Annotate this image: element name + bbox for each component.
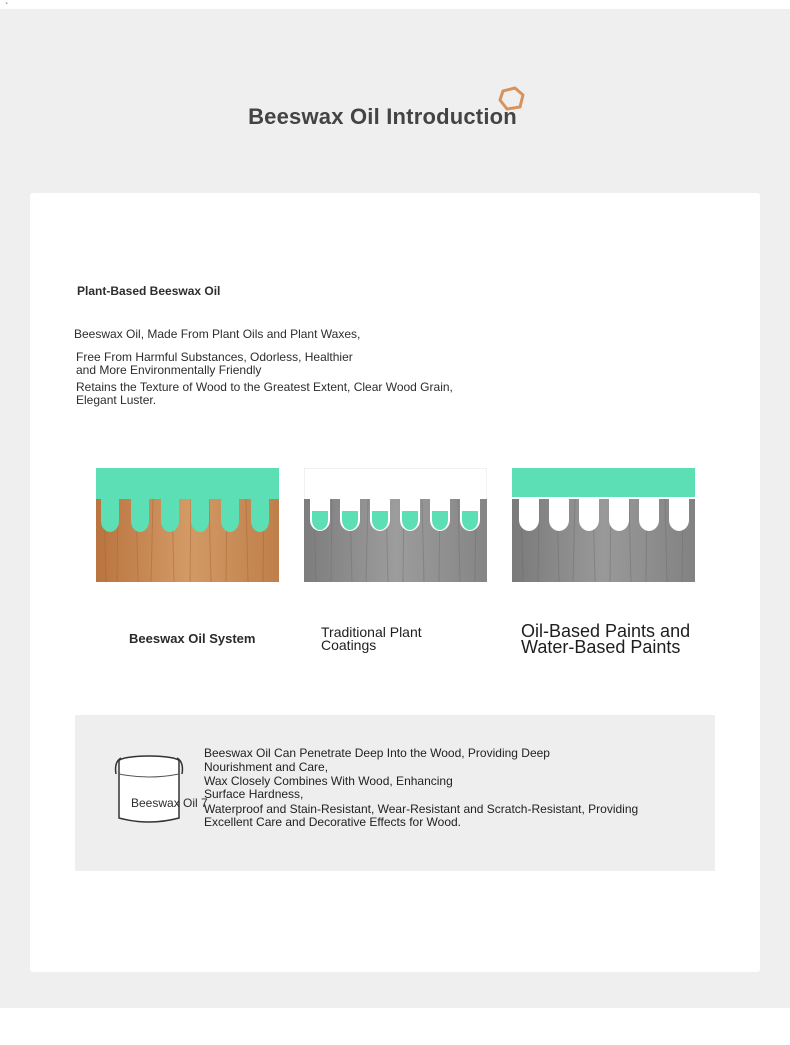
paint-bucket-icon	[111, 752, 187, 826]
plant-coating-diagram	[304, 468, 487, 582]
caption-line: Coatings	[321, 637, 377, 653]
desc-line-1: Beeswax Oil Can Penetrate Deep Into the Wood, Providing Deep	[204, 746, 550, 760]
paint-film-diagram	[512, 468, 695, 582]
desc-line-4: Surface Hardness,	[204, 787, 304, 801]
desc-line-2: Nourishment and Care,	[204, 760, 329, 774]
intro-line-3a: Retains the Texture of Wood to the Greatest Extent, Clear Wood Grain,	[76, 380, 453, 394]
desc-line-5: Waterproof and Stain-Resistant, Wear-Resistant and Scratch-Resistant, Providing	[204, 802, 639, 816]
caption-beeswax-oil-system: Beeswax Oil System	[129, 631, 256, 646]
caption-line: Water-Based Paints	[521, 637, 681, 657]
intro-line-2b: and More Environmentally Friendly	[76, 363, 262, 377]
beeswax-oil-diagram	[96, 468, 279, 582]
caption-traditional-plant-coatings	[321, 626, 422, 652]
copper-ring-icon	[497, 86, 525, 112]
caption-oil-water-paints	[521, 623, 690, 655]
intro-line-3b: Elegant Luster.	[76, 393, 157, 407]
intro-line-1: Beeswax Oil, Made From Plant Oils and Plant Waxes,	[74, 327, 361, 341]
desc-line-3: Wax Closely Combines With Wood, Enhancing	[204, 774, 453, 788]
corner-mark: `	[5, 2, 9, 13]
caption-line: Oil-Based Paints and	[521, 621, 691, 641]
caption-line: Traditional Plant	[321, 624, 422, 640]
intro-heading: Plant-Based Beeswax Oil	[77, 284, 221, 298]
intro-line-2a: Free From Harmful Substances, Odorless, Healthier	[76, 350, 353, 364]
page-title: Beeswax Oil Introduction	[248, 104, 517, 129]
desc-line-6: Excellent Care and Decorative Effects for Wood.	[204, 815, 462, 829]
product-label: Beeswax Oil 7	[131, 796, 208, 810]
